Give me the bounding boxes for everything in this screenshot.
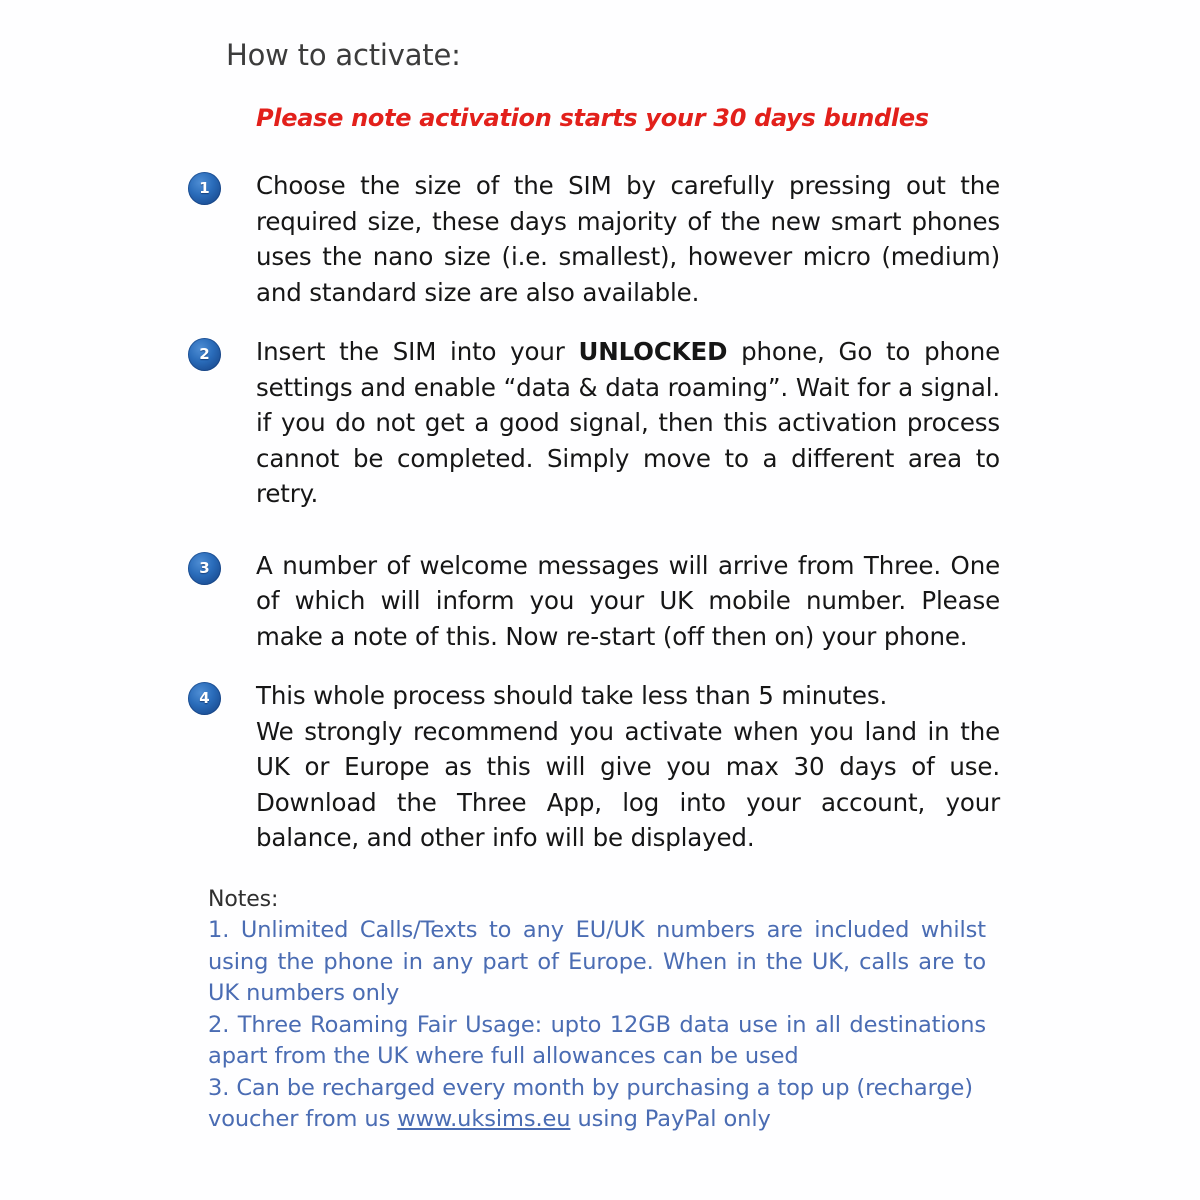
step-number-badge-4 [188, 682, 221, 715]
list-item [188, 334, 1000, 512]
step-text-segment: We strongly recommend you activate when you land in the UK or Europe as this will give you max 30 days of use. Download the Three App, log into your account, your balance, and other info will be displayed. [256, 716, 1000, 852]
step-text-1: Choose the size of the SIM by carefully pressing out the required size, these days majority of the new smart phones uses the nano size (i.e. smallest), however micro (medium) and standard size are also available. [256, 171, 1000, 307]
unlocked-emphasis: UNLOCKED [578, 337, 728, 366]
list-item [188, 548, 1000, 655]
step-number-label: 3 [199, 558, 210, 577]
step-text-segment: Insert the SIM into your [256, 337, 579, 366]
activation-steps-list [188, 168, 1000, 856]
note-text-segment: using PayPal only [570, 1106, 771, 1132]
step-number-badge-2 [188, 338, 221, 371]
step-text-2 [256, 334, 1000, 512]
activation-notice: Please note activation starts your 30 days bundles [256, 104, 929, 132]
note-text-segment: 3. Can be recharged every month by purchasing a top up (recharge) voucher from us [208, 1074, 973, 1132]
step-number-badge-3 [188, 552, 221, 585]
list-item [188, 168, 1000, 310]
note-item-1: 1. Unlimited Calls/Texts to any EU/UK numbers are included whilst using the phone in any part of Europe. When in the UK, calls are to UK numbers only [208, 917, 986, 1006]
step-number-label: 1 [199, 179, 210, 197]
uksims-url-link[interactable]: www.uksims.eu [397, 1106, 571, 1132]
step-number-label: 2 [199, 345, 210, 363]
list-item [188, 678, 1000, 856]
notes-section [208, 884, 986, 1136]
step-text-segment: phone, Go to phone settings and enable “data & data roaming”. Wait for a signal. if you do not get a good signal, then this activation process cannot be completed. Simply move to a different area to retry. [256, 337, 1000, 508]
step-text-3: A number of welcome messages will arrive from Three. One of which will inform you your UK mobile number. Please make a note of this. Now re-start (off then on) your phone. [256, 550, 1000, 651]
note-item-3 [208, 1073, 986, 1136]
step-text-4 [256, 678, 1000, 856]
step-number-badge-1 [188, 172, 221, 205]
notes-heading: Notes: [208, 887, 279, 912]
note-item-2: 2. Three Roaming Fair Usage: upto 12GB data use in all destinations apart from the UK where full allowances can be used [208, 1011, 986, 1069]
step-lead-line: This whole process should take less than 5 minutes. [256, 681, 888, 710]
step-number-label: 4 [199, 689, 210, 707]
page-title: How to activate: [226, 38, 461, 72]
